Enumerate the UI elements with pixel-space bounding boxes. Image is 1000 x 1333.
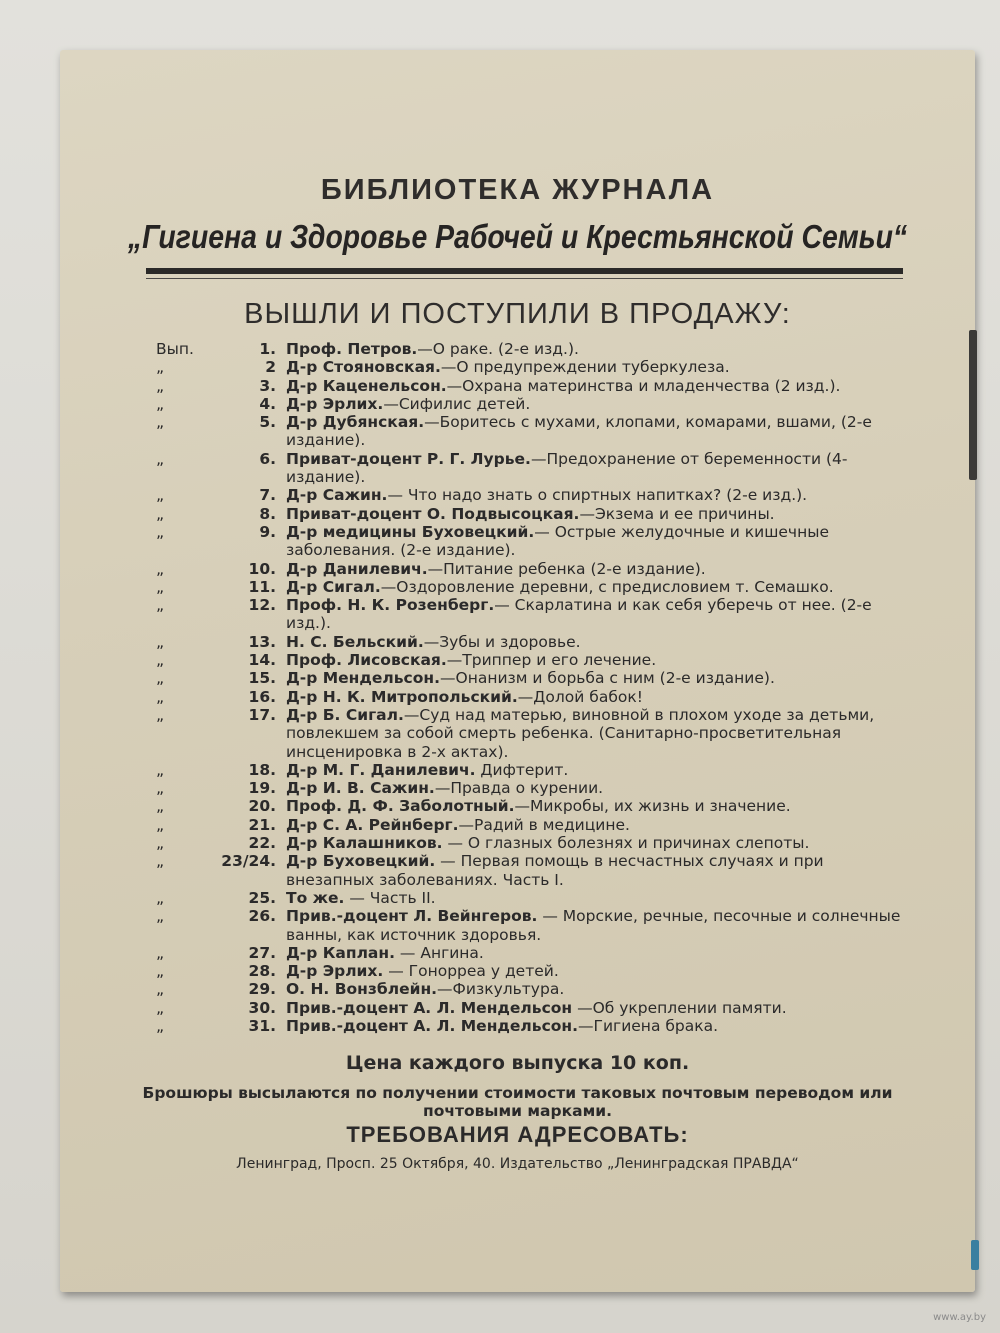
issue-prefix: „ (156, 852, 165, 871)
issue-author: Проф. Петров. (286, 340, 418, 358)
issue-number: 30. (248, 998, 276, 1017)
issue-prefix: „ (156, 888, 165, 907)
issue-list (156, 340, 901, 1035)
issue-prefix: „ (156, 486, 165, 505)
issue-title: — О глазных болезнях и причинах слепоты. (442, 834, 810, 853)
list-item (156, 761, 901, 779)
issue-title: — Острые желудочные и кишечные заболевания. (2-е издание). (286, 522, 829, 560)
issue-author: Д-р Стояновская. (286, 358, 441, 377)
issue-author: Проф. Д. Ф. Заболотный. (286, 797, 515, 816)
issue-number: 22. (248, 834, 276, 853)
issue-author: Д-р Буховецкий. (286, 852, 436, 871)
issue-number: 17. (248, 705, 276, 724)
requests-heading: ТРЕБОВАНИЯ АДРЕСОВАТЬ: (346, 1122, 689, 1147)
issue-number: 19. (248, 779, 276, 798)
issue-author: Д-р Калашников. (286, 834, 443, 853)
issue-prefix: „ (156, 577, 165, 596)
issue-title: —Охрана материнства и младенчества (2 изд.). (446, 376, 841, 395)
issue-title: — Что надо знать о спиртных напитках? (2-е изд.). (387, 486, 808, 505)
issue-title: — Ангина. (394, 943, 484, 962)
issue-number: 21. (248, 815, 276, 834)
issue-author: Д-р И. В. Сажин. (286, 779, 435, 798)
issue-author: Д-р Б. Сигал. (286, 705, 404, 724)
list-item (156, 834, 901, 852)
issue-number: 20. (248, 797, 276, 816)
issue-title: —Зубы и здоровье. (423, 632, 581, 651)
issue-author: Д-р Эрлих. (286, 962, 384, 981)
issue-title: —Триппер и его лечение. (446, 651, 657, 670)
issue-title: —Радий в медицине. (458, 815, 630, 834)
issue-title: — Первая помощь в несчастных случаях и при внезапных заболеваниях. Часть I. (286, 852, 824, 889)
issue-author: Д-р Сажин. (286, 486, 388, 505)
price-line: Цена каждого выпуска 10 коп. (345, 1052, 690, 1074)
issue-prefix: „ (156, 504, 165, 523)
issue-title: —Гигиена брака. (578, 1016, 719, 1035)
issue-author: Д-р Н. К. Митропольский. (286, 687, 518, 706)
issue-prefix: „ (156, 449, 165, 468)
issue-title: —Оздоровление деревни, с предисловием т. Семашко. (380, 577, 834, 596)
list-item (156, 651, 901, 669)
issue-prefix: „ (156, 394, 165, 413)
title-rule-thin (146, 278, 903, 279)
issue-number: 18. (248, 760, 276, 779)
document-page (60, 50, 975, 1292)
issue-number: 1. (259, 340, 276, 358)
issue-title: —Физкультура. (437, 980, 565, 999)
issue-title: — Гонорреа у детей. (383, 962, 559, 981)
issue-author: Д-р Каценельсон. (286, 376, 447, 395)
issue-prefix: „ (156, 632, 165, 651)
issue-author: Проф. Лисовская. (286, 651, 447, 670)
issue-number: 7. (259, 486, 276, 505)
issue-number: 26. (248, 907, 276, 926)
issue-prefix: „ (156, 559, 165, 578)
watermark: www.ay.by (933, 1312, 986, 1323)
issue-prefix: „ (156, 779, 165, 798)
issue-number: 8. (259, 504, 276, 523)
issue-number: 28. (248, 962, 276, 981)
list-item (156, 980, 901, 998)
issue-title: —Питание ребенка (2-е издание). (427, 559, 706, 578)
issue-author: Д-р Мендельсон. (286, 669, 440, 688)
issue-number: 15. (248, 669, 276, 688)
issue-number: 23/24. (221, 852, 276, 871)
issue-author: Д-р Эрлих. (286, 394, 384, 413)
issue-prefix: „ (156, 376, 165, 395)
list-item (156, 852, 901, 889)
issue-title: —Онанизм и борьба с ним (2-е издание). (440, 669, 775, 688)
issue-number: 10. (248, 559, 276, 578)
library-title: БИБЛИОТЕКА ЖУРНАЛА (320, 174, 715, 206)
issue-title: —Суд над матерью, виновной в плохом уходе за детьми, повлекшем за собой смерть ребенка. (Санитарно-просветительная инсценировка в 2-х актах). (286, 705, 875, 761)
list-item (156, 377, 901, 395)
issue-prefix: „ (156, 651, 165, 670)
list-item (156, 505, 901, 523)
issue-author: Проф. Н. К. Розенберг. (286, 596, 495, 615)
issue-prefix: „ (156, 962, 165, 981)
published-heading: ВЫШЛИ И ПОСТУПИЛИ В ПРОДАЖУ: (244, 298, 791, 330)
issue-prefix: „ (156, 596, 165, 615)
issue-title: —Об укреплении памяти. (572, 998, 787, 1017)
issue-author: Д-р Дубянская. (286, 413, 425, 432)
issue-number: 27. (248, 943, 276, 962)
issue-author: Д-р Сигал. (286, 577, 381, 596)
issue-author: О. Н. Вонзблейн. (286, 980, 438, 999)
issue-author: То же. (286, 888, 345, 907)
issue-prefix: „ (156, 358, 165, 377)
issue-number: 11. (248, 577, 276, 596)
list-item (156, 944, 901, 962)
issue-prefix: „ (156, 907, 165, 926)
list-item (156, 395, 901, 413)
issue-prefix: „ (156, 760, 165, 779)
list-item (156, 450, 901, 487)
issue-title: —Микробы, их жизнь и значение. (514, 797, 791, 816)
issue-title: —О раке. (2-е изд.). (417, 340, 579, 358)
issue-author: Приват-доцент О. Подвысоцкая. (286, 504, 580, 523)
issue-number: 6. (259, 449, 276, 468)
issue-number: 31. (248, 1016, 276, 1035)
issue-author: Н. С. Бельский. (286, 632, 424, 651)
issue-title: — Часть II. (344, 888, 436, 907)
issue-number: 13. (248, 632, 276, 651)
issue-number: 14. (248, 651, 276, 670)
issue-prefix: „ (156, 834, 165, 853)
issue-number: 3. (259, 376, 276, 395)
list-item (156, 596, 901, 633)
issue-title: —Предохранение от беременности (4-издание). (286, 449, 848, 487)
issue-prefix: Вып. (156, 340, 194, 358)
issue-author: Д-р М. Г. Данилевич. (286, 760, 476, 779)
issue-number: 12. (248, 596, 276, 615)
list-item (156, 560, 901, 578)
issue-number: 9. (259, 522, 276, 541)
list-item (156, 706, 901, 761)
issue-author: Прив.-доцент А. Л. Мендельсон (286, 998, 573, 1017)
issue-number: 5. (259, 413, 276, 432)
issue-title: —Боритесь с мухами, клопами, комарами, вшами, (2-е издание). (286, 413, 872, 450)
list-item (156, 358, 901, 376)
issue-prefix: „ (156, 815, 165, 834)
issue-prefix: „ (156, 797, 165, 816)
list-item (156, 413, 901, 450)
shipping-note: Брошюры высылаются по получении стоимости таковых почтовым переводом или почтовыми марками. (142, 1084, 893, 1120)
issue-number: 16. (248, 687, 276, 706)
publisher-address: Ленинград, Просп. 25 Октября, 40. Издательство „Ленинградская ПРАВДА“ (236, 1156, 799, 1172)
issue-author: Приват-доцент Р. Г. Лурье. (286, 449, 531, 468)
issue-author: Прив.-доцент Л. Вейнгеров. (286, 907, 538, 926)
list-item (156, 688, 901, 706)
issue-prefix: „ (156, 1016, 165, 1035)
list-item (156, 523, 901, 560)
issue-prefix: „ (156, 687, 165, 706)
issue-prefix: „ (156, 998, 165, 1017)
issue-title: — Скарлатина и как себя уберечь от нее. (2-е изд.). (286, 596, 872, 633)
issue-title: Дифтерит. (475, 760, 569, 779)
issue-title: —О предупреждении туберкулеза. (440, 358, 730, 377)
list-item (156, 779, 901, 797)
issue-prefix: „ (156, 980, 165, 999)
list-item (156, 633, 901, 651)
issue-prefix: „ (156, 943, 165, 962)
issue-prefix: „ (156, 705, 165, 724)
list-item (156, 816, 901, 834)
list-item (156, 1017, 901, 1035)
issue-title: —Правда о курении. (434, 779, 604, 798)
issue-number: 4. (259, 394, 276, 413)
issue-number: 25. (248, 888, 276, 907)
list-item (156, 486, 901, 504)
issue-title: —Экзема и ее причины. (579, 504, 775, 523)
list-item (156, 889, 901, 907)
issue-title: — Морские, речные, песочные и солнечные ванны, как источник здоровья. (286, 907, 901, 944)
list-item (156, 907, 901, 944)
issue-number: 2 (265, 358, 276, 377)
issue-number: 29. (248, 980, 276, 999)
title-rule (146, 268, 903, 274)
issue-title: —Долой бабок! (517, 687, 643, 706)
list-item (156, 999, 901, 1017)
issue-prefix: „ (156, 413, 165, 432)
issue-prefix: „ (156, 522, 165, 541)
issue-author: Прив.-доцент А. Л. Мендельсон. (286, 1016, 579, 1035)
list-item (156, 797, 901, 815)
issue-author: Д-р Данилевич. (286, 559, 428, 578)
issue-author: Д-р медицины Буховецкий. (286, 522, 535, 541)
journal-title: „Гигиена и Здоровье Рабочей и Крестьянской Семьи“ (127, 218, 908, 255)
list-item (156, 962, 901, 980)
issue-author: Д-р С. А. Рейнберг. (286, 815, 459, 834)
issue-title: —Сифилис детей. (383, 394, 531, 413)
issue-author: Д-р Каплан. (286, 943, 395, 962)
list-item (156, 340, 901, 358)
issue-prefix: „ (156, 669, 165, 688)
list-item (156, 669, 901, 687)
list-item (156, 578, 901, 596)
